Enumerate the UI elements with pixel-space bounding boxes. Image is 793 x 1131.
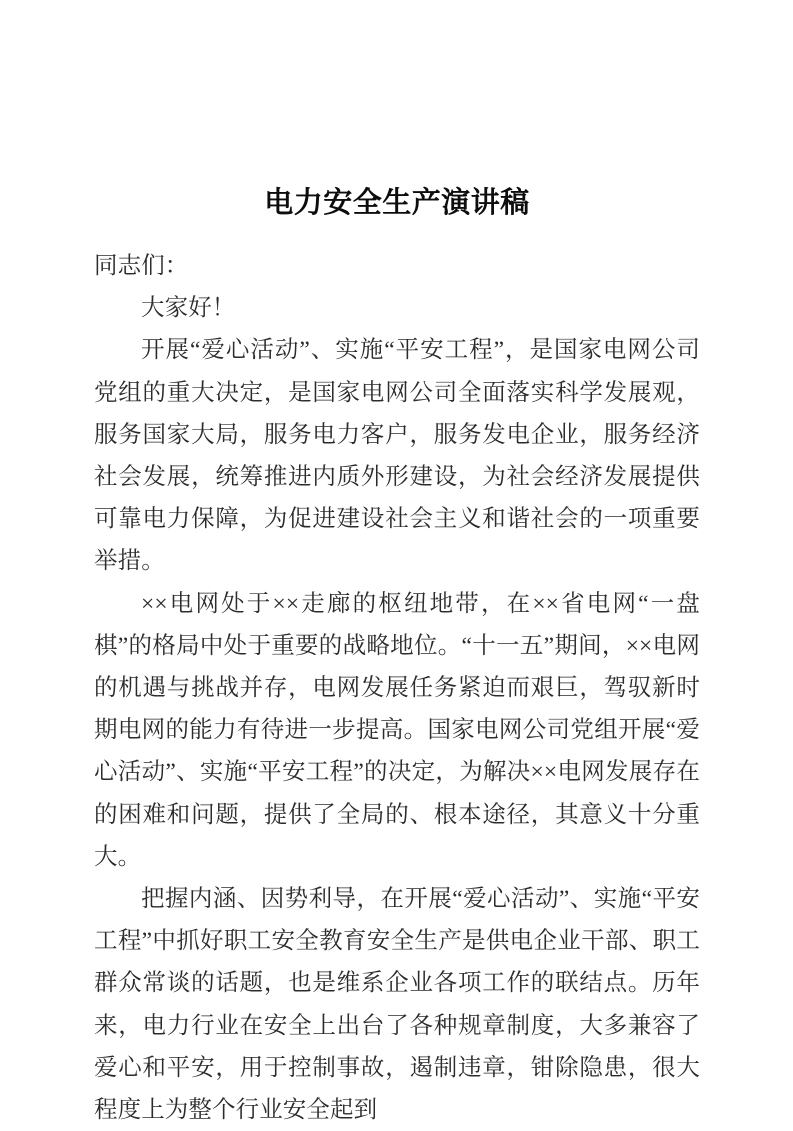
body-paragraph-2: ××电网处于××走廊的枢纽地带，在××省电网“一盘棋”的格局中处于重要的战略地位。“十一五”期间，××电网的机遇与挑战并存，电网发展任务紧迫而艰巨，驾驭新时期电网的能力有待进一步提高。国家电网公司党组开展“爱心活动”、实施“平安工程”的决定，为解决××电网发展存在的困难和问题，提供了全局的、根本途径，其意义十分重大。 (94, 590, 700, 870)
greeting-line: 大家好！ (141, 295, 236, 322)
body-paragraph-1: 开展“爱心活动”、实施“平安工程”，是国家电网公司党组的重大决定，是国家电网公司全面落实科学发展观，服务国家大局，服务电力客户，服务发电企业，服务经济社会发展，统筹推进内质外形建设，为社会经济发展提供可靠电力保障，为促进建设社会主义和谐社会的一项重要举措。 (94, 337, 700, 575)
body-paragraph-3: 把握内涵、因势利导，在开展“爱心活动”、实施“平安工程”中抓好职工安全教育安全生产是供电企业干部、职工群众常谈的话题，也是维系企业各项工作的联结点。历年来，电力行业在安全上出台了各种规章制度，大多兼容了爱心和平安，用于控制事故，遏制违章，钳除隐患，很大程度上为整个行业安全起到 (94, 886, 700, 1124)
document-body (94, 245, 700, 1131)
salutation-line: 同志们： (94, 253, 189, 279)
document-content (94, 0, 700, 1131)
page-title: 电力安全生产演讲稿 (264, 185, 530, 219)
